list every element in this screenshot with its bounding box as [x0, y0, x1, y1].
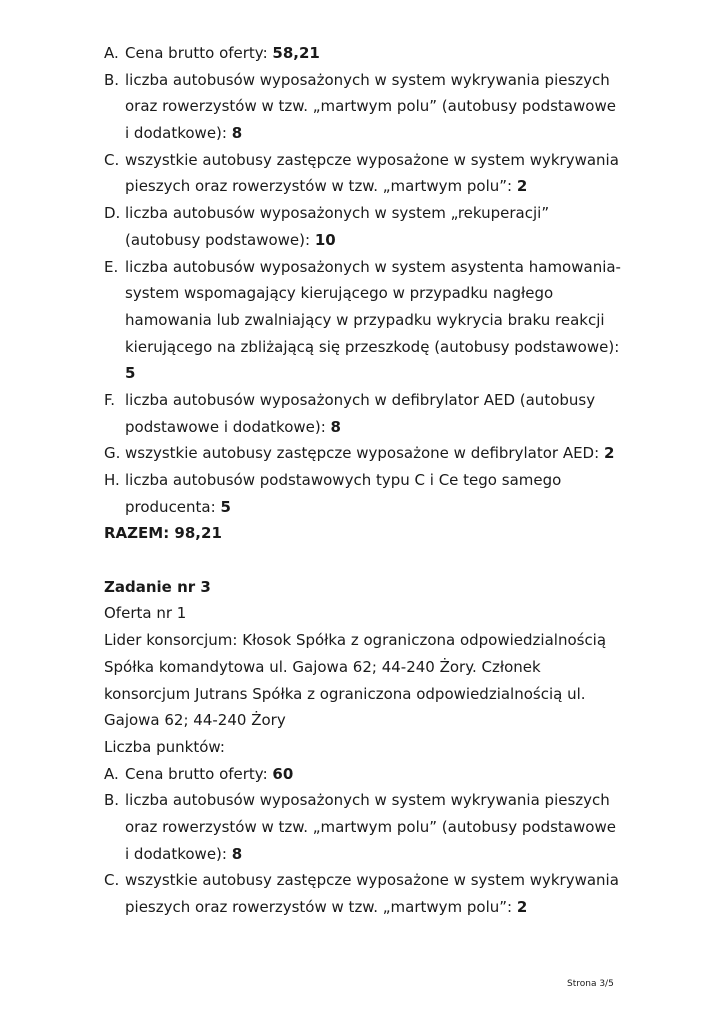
score-item	[104, 200, 624, 253]
page-number: Strona 3/5	[567, 979, 614, 989]
description-line: Spółka komandytowa ul. Gajowa 62; 44-240 Żory. Członek	[104, 657, 541, 676]
item-score-value: 60	[272, 764, 294, 783]
item-text: oraz rowerzystów w tzw. „martwym polu” (autobusy podstawowe	[125, 817, 616, 836]
item-letter: F.	[104, 390, 115, 409]
item-letter: D.	[104, 204, 121, 223]
item-letter: C.	[104, 871, 120, 890]
score-item	[104, 761, 624, 788]
score-item-line	[104, 280, 624, 307]
item-text: pieszych oraz rowerzystów w tzw. „martwym polu”:	[125, 177, 517, 196]
item-text: liczba autobusów podstawowych typu C i Ce tego samego	[125, 471, 562, 489]
item-letter: A.	[104, 764, 119, 783]
score-item	[104, 440, 624, 467]
item-text: producenta:	[125, 497, 221, 516]
score-item-line	[104, 467, 624, 494]
score-item-line	[104, 307, 624, 334]
score-item-line	[104, 67, 624, 94]
offer-number: Oferta nr 1	[104, 604, 187, 623]
item-text: wszystkie autobusy zastępcze wyposażone w system wykrywania	[125, 871, 619, 890]
score-item-line	[104, 173, 624, 200]
description-line: Lider konsorcjum: Kłosok Spółka z ograniczona odpowiedzialnością	[104, 631, 607, 650]
score-item-line	[104, 254, 624, 281]
score-item-line	[104, 494, 624, 521]
description-line: konsorcjum Jutrans Spółka z ograniczona odpowiedzialnością ul.	[104, 684, 586, 703]
score-item	[104, 40, 624, 67]
section-gap	[104, 547, 624, 574]
item-text: wszystkie autobusy zastępcze wyposażone w system wykrywania	[125, 150, 619, 169]
item-score-value: 58,21	[272, 44, 320, 62]
item-letter: G.	[104, 444, 121, 463]
item-text: i dodatkowe):	[125, 124, 232, 143]
score-item-line	[104, 414, 624, 441]
item-text: pieszych oraz rowerzystów w tzw. „martwym polu”:	[125, 898, 517, 916]
score-item-line	[104, 867, 624, 894]
item-score-value: 8	[330, 417, 341, 436]
item-text: (autobusy podstawowe):	[125, 230, 315, 249]
section-a-scores	[104, 40, 624, 520]
item-letter: B.	[104, 70, 120, 89]
item-letter: E.	[104, 257, 119, 276]
item-score-value: 5	[220, 497, 231, 516]
item-score-value: 10	[314, 230, 336, 249]
score-item	[104, 867, 624, 920]
score-item-line	[104, 894, 624, 921]
item-text: kierującego na zbliżającą się przeszkodę (autobusy podstawowe):	[125, 337, 620, 356]
score-item-line	[104, 334, 624, 361]
section-b-scores	[104, 761, 624, 921]
score-item	[104, 147, 624, 200]
item-text: oraz rowerzystów w tzw. „martwym polu” (autobusy podstawowe	[125, 97, 616, 116]
score-item-line	[104, 814, 624, 841]
score-item-line	[104, 841, 624, 868]
points-label: Liczba punktów:	[104, 737, 225, 756]
score-item-line	[104, 387, 624, 414]
document-page	[104, 40, 624, 921]
item-text: wszystkie autobusy zastępcze wyposażone w defibrylator AED:	[125, 444, 604, 463]
item-text: liczba autobusów wyposażonych w system „rekuperacji”	[125, 204, 550, 223]
total-score: RAZEM: 98,21	[104, 524, 222, 543]
score-item-line	[104, 40, 624, 67]
item-text: system wspomagający kierującego w przypadku nagłego	[125, 284, 554, 303]
item-letter: H.	[104, 471, 120, 489]
item-text: i dodatkowe):	[125, 844, 232, 863]
score-item	[104, 67, 624, 147]
item-score-value: 2	[516, 177, 528, 196]
score-item-line	[104, 761, 624, 788]
score-item-line	[104, 360, 624, 387]
score-item	[104, 787, 624, 867]
item-text: hamowania lub zwalniający w przypadku wykrycia braku reakcji	[125, 310, 605, 329]
item-text: Cena brutto oferty:	[125, 44, 273, 62]
score-item-line	[104, 200, 624, 227]
item-letter: A.	[104, 44, 119, 62]
item-text: podstawowe i dodatkowe):	[125, 417, 331, 436]
score-item-line	[104, 227, 624, 254]
score-item	[104, 467, 624, 520]
item-letter: B.	[104, 791, 120, 810]
score-item-line	[104, 440, 624, 467]
item-score-value: 5	[125, 364, 136, 383]
item-score-value: 8	[231, 844, 243, 863]
consortium-description	[104, 627, 624, 734]
score-item-line	[104, 787, 624, 814]
score-item	[104, 387, 624, 440]
score-item	[104, 254, 624, 387]
item-letter: C.	[104, 150, 120, 169]
item-text: liczba autobusów wyposażonych w system wykrywania pieszych	[125, 791, 610, 810]
score-item-line	[104, 93, 624, 120]
task-heading: Zadanie nr 3	[104, 577, 211, 596]
item-score-value: 2	[603, 444, 615, 463]
item-score-value: 8	[231, 124, 243, 143]
item-text: Cena brutto oferty:	[125, 764, 273, 783]
item-text: liczba autobusów wyposażonych w system wykrywania pieszych	[125, 70, 610, 89]
item-text: liczba autobusów wyposażonych w system asystenta hamowania-	[125, 257, 621, 276]
description-line: Gajowa 62; 44-240 Żory	[104, 711, 286, 730]
item-text: liczba autobusów wyposażonych w defibrylator AED (autobusy	[125, 390, 596, 409]
score-item-line	[104, 147, 624, 174]
score-item-line	[104, 120, 624, 147]
item-score-value: 2	[516, 898, 528, 916]
